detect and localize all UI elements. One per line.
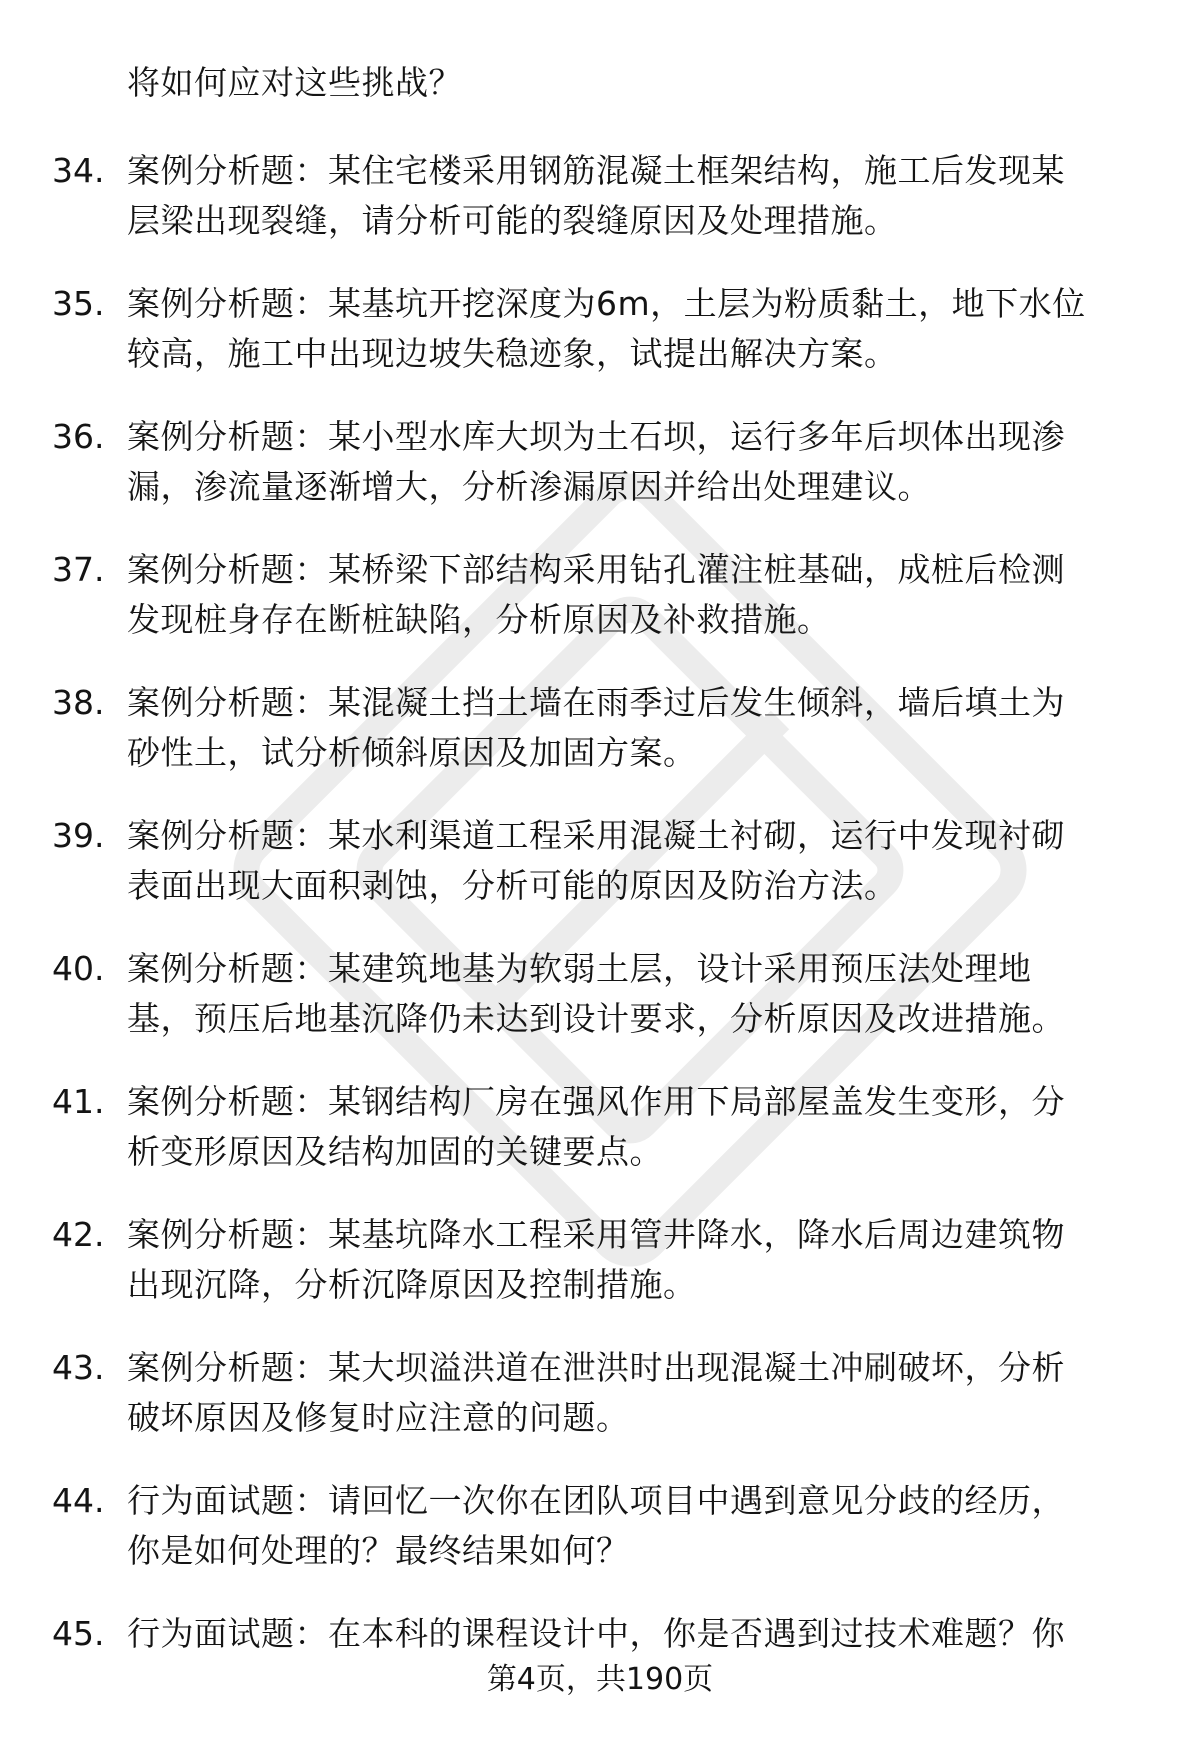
question-number: 37. [52,550,105,589]
question-text-line: 出现沉降，分析沉降原因及控制措施。 [127,1265,697,1304]
question-text-line: 析变形原因及结构加固的关键要点。 [127,1132,663,1171]
question-number: 43. [52,1348,105,1387]
question-item [0,279,1200,412]
question-item [0,1343,1200,1476]
question-text-line: 你是如何处理的？最终结果如何？ [127,1531,630,1570]
question-number: 39. [52,816,105,855]
question-item [0,811,1200,944]
question-number: 40. [52,949,105,988]
question-text-line: 案例分析题：某混凝土挡土墙在雨季过后发生倾斜，墙后填土为 [127,683,1065,722]
question-text-line: 行为面试题：请回忆一次你在团队项目中遇到意见分歧的经历， [127,1481,1065,1520]
question-list [0,146,1200,1742]
question-text [127,1609,1147,1659]
question-text-line: 案例分析题：某钢结构厂房在强风作用下局部屋盖发生变形，分 [127,1082,1065,1121]
question-item [0,545,1200,678]
question-text-line: 破坏原因及修复时应注意的问题。 [127,1398,630,1437]
question-text [127,545,1147,645]
question-number: 35. [52,284,105,323]
question-item [0,1077,1200,1210]
question-item [0,944,1200,1077]
question-item [0,1476,1200,1609]
question-text [127,1077,1147,1177]
question-text [127,1343,1147,1443]
question-item [0,678,1200,811]
question-text-line: 漏，渗流量逐渐增大，分析渗漏原因并给出处理建议。 [127,467,931,506]
page-footer: 第4页，共190页 [486,1662,714,1697]
question-text-line: 案例分析题：某建筑地基为软弱土层，设计采用预压法处理地 [127,949,1032,988]
question-number: 36. [52,417,105,456]
question-item [0,146,1200,279]
question-number: 44. [52,1481,105,1520]
question-text-line: 行为面试题：在本科的课程设计中，你是否遇到过技术难题？你 [127,1614,1065,1653]
question-text-line: 较高，施工中出现边坡失稳迹象，试提出解决方案。 [127,334,898,373]
question-text-line: 案例分析题：某桥梁下部结构采用钻孔灌注桩基础，成桩后检测 [127,550,1065,589]
question-number: 41. [52,1082,105,1121]
continuation-text: 将如何应对这些挑战？ [127,63,462,102]
question-number: 45. [52,1614,105,1653]
question-text [127,146,1147,246]
question-text-line: 基，预压后地基沉降仍未达到设计要求，分析原因及改进措施。 [127,999,1065,1038]
question-number: 42. [52,1215,105,1254]
question-text-line: 砂性土，试分析倾斜原因及加固方案。 [127,733,697,772]
question-number: 38. [52,683,105,722]
question-number: 34. [52,151,105,190]
question-text-line: 层梁出现裂缝，请分析可能的裂缝原因及处理措施。 [127,201,898,240]
question-text [127,412,1147,512]
question-text-line: 发现桩身存在断桩缺陷，分析原因及补救措施。 [127,600,831,639]
question-item [0,412,1200,545]
question-text-line: 案例分析题：某基坑降水工程采用管井降水，降水后周边建筑物 [127,1215,1065,1254]
question-text-line: 案例分析题：某基坑开挖深度为6m，土层为粉质黏土，地下水位 [127,284,1086,323]
question-text [127,811,1147,911]
question-text-line: 表面出现大面积剥蚀，分析可能的原因及防治方法。 [127,866,898,905]
question-text-line: 案例分析题：某住宅楼采用钢筋混凝土框架结构，施工后发现某 [127,151,1065,190]
question-text-line: 案例分析题：某水利渠道工程采用混凝土衬砌，运行中发现衬砌 [127,816,1065,855]
question-text [127,678,1147,778]
question-text [127,1476,1147,1576]
question-item [0,1210,1200,1343]
question-text-line: 案例分析题：某大坝溢洪道在泄洪时出现混凝土冲刷破坏，分析 [127,1348,1065,1387]
question-text [127,1210,1147,1310]
question-text [127,279,1147,379]
question-text [127,944,1147,1044]
question-text-line: 案例分析题：某小型水库大坝为土石坝，运行多年后坝体出现渗 [127,417,1065,456]
